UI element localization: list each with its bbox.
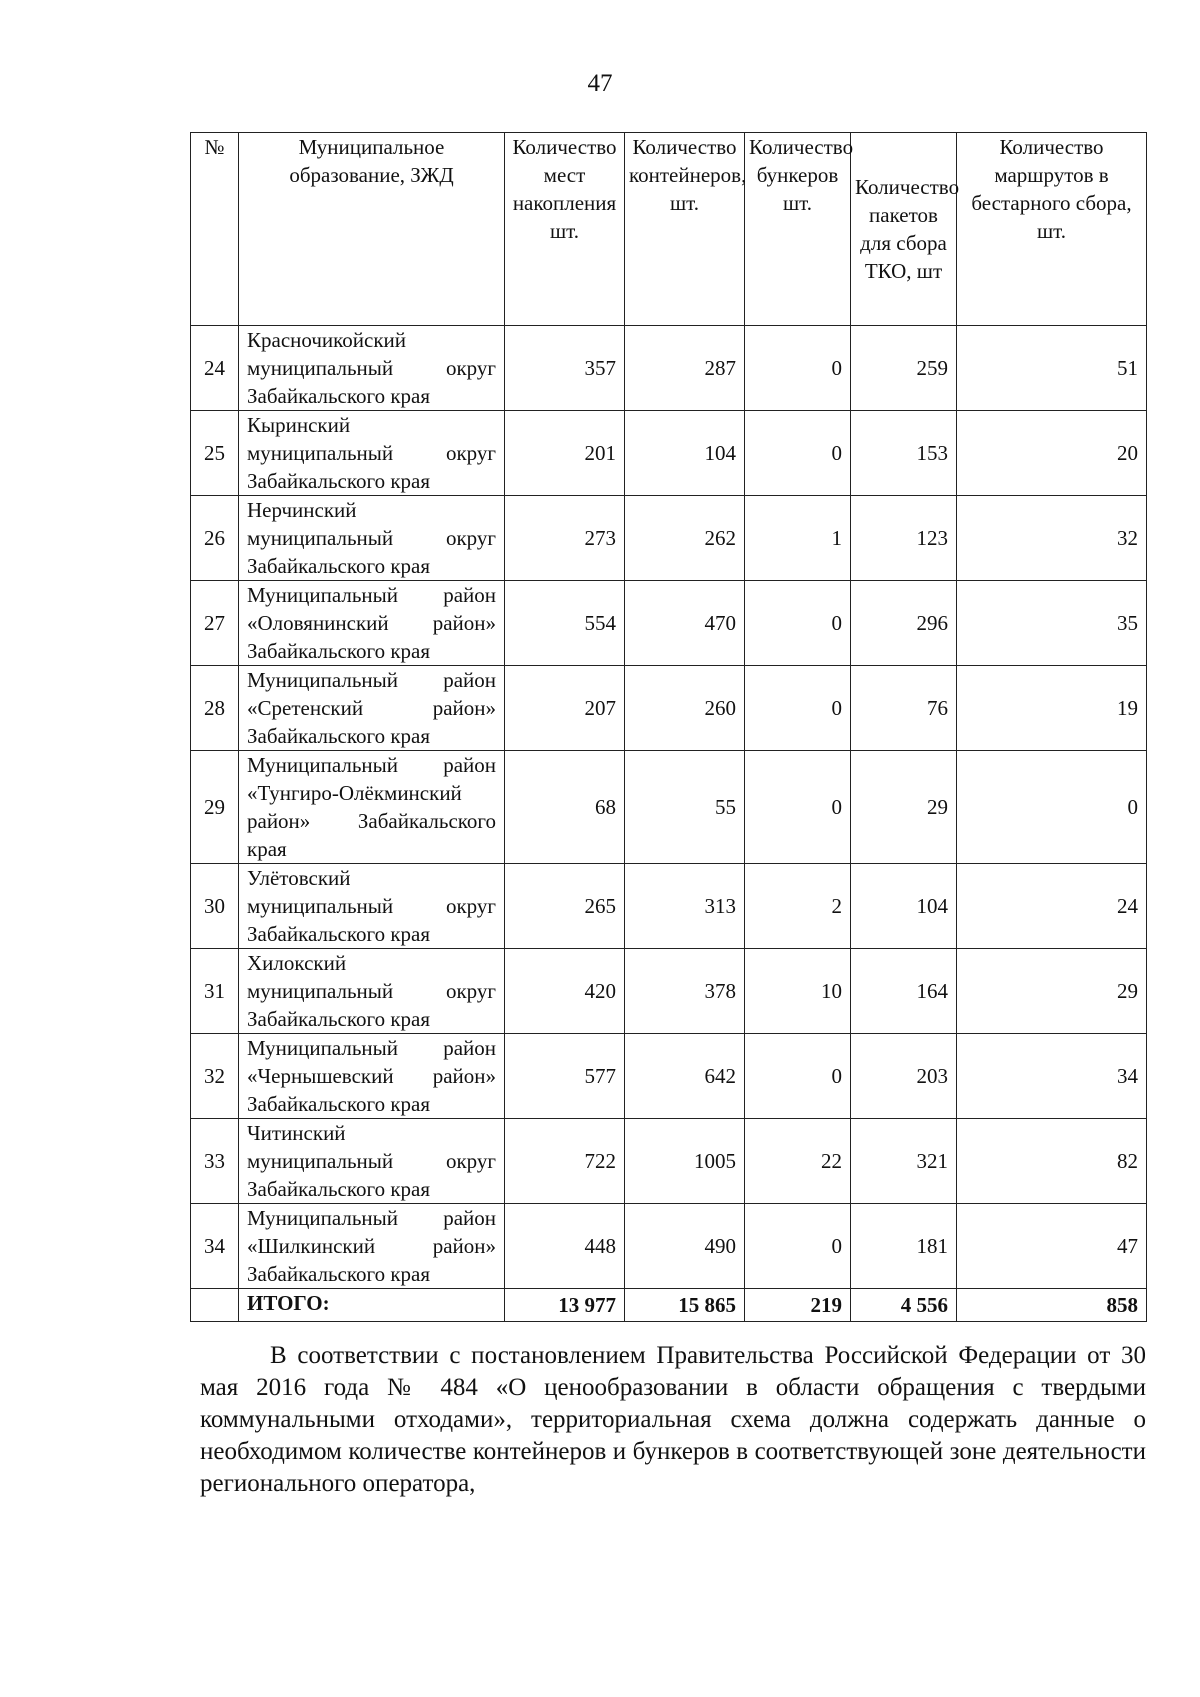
routes-value: 51 [957, 326, 1147, 411]
bunkers-value: 1 [745, 496, 851, 581]
routes-value: 34 [957, 1034, 1147, 1119]
header-municipality: Муниципальное образование, ЗЖД [239, 133, 505, 326]
packets-value: 104 [851, 864, 957, 949]
total-number-cell [191, 1289, 239, 1322]
municipality-name: Муниципальный район «Сретенский район» Забайкальского края [239, 666, 505, 751]
containers-value: 1005 [625, 1119, 745, 1204]
bunkers-value: 0 [745, 326, 851, 411]
sites-value: 722 [505, 1119, 625, 1204]
total-routes: 858 [957, 1289, 1147, 1322]
packets-value: 259 [851, 326, 957, 411]
packets-value: 29 [851, 751, 957, 864]
sites-value: 265 [505, 864, 625, 949]
row-number: 27 [191, 581, 239, 666]
routes-value: 0 [957, 751, 1147, 864]
row-number: 32 [191, 1034, 239, 1119]
table-row [191, 751, 1147, 864]
table-row [191, 326, 1147, 411]
total-containers: 15 865 [625, 1289, 745, 1322]
sites-value: 448 [505, 1204, 625, 1289]
table-header-row [191, 133, 1147, 326]
row-number: 31 [191, 949, 239, 1034]
containers-value: 490 [625, 1204, 745, 1289]
packets-value: 164 [851, 949, 957, 1034]
row-number: 33 [191, 1119, 239, 1204]
routes-value: 29 [957, 949, 1147, 1034]
row-number: 30 [191, 864, 239, 949]
municipality-name: Улётовский муниципальный округ Забайкальского края [239, 864, 505, 949]
sites-value: 207 [505, 666, 625, 751]
row-number: 29 [191, 751, 239, 864]
municipality-name: Кыринский муниципальный округ Забайкальского края [239, 411, 505, 496]
routes-value: 47 [957, 1204, 1147, 1289]
table-row [191, 949, 1147, 1034]
sites-value: 273 [505, 496, 625, 581]
routes-value: 35 [957, 581, 1147, 666]
header-sites: Количество мест накопления шт. [505, 133, 625, 326]
containers-value: 642 [625, 1034, 745, 1119]
sites-value: 68 [505, 751, 625, 864]
containers-value: 55 [625, 751, 745, 864]
row-number: 34 [191, 1204, 239, 1289]
routes-value: 19 [957, 666, 1147, 751]
table-row [191, 666, 1147, 751]
sites-value: 201 [505, 411, 625, 496]
header-routes: Количество маршрутов в бестарного сбора, шт. [957, 133, 1147, 326]
municipality-name: Муниципальный район «Шилкинский район» Забайкальского края [239, 1204, 505, 1289]
table-row [191, 581, 1147, 666]
packets-value: 153 [851, 411, 957, 496]
routes-value: 20 [957, 411, 1147, 496]
municipality-name: Муниципальный район «Оловянинский район» Забайкальского края [239, 581, 505, 666]
municipality-name: Муниципальный район «Тунгиро-Олёкминский район» Забайкальского края [239, 751, 505, 864]
municipality-name: Нерчинский муниципальный округ Забайкальского края [239, 496, 505, 581]
total-row [191, 1289, 1147, 1322]
containers-value: 313 [625, 864, 745, 949]
sites-value: 357 [505, 326, 625, 411]
bunkers-value: 22 [745, 1119, 851, 1204]
total-packets: 4 556 [851, 1289, 957, 1322]
municipality-name: Читинский муниципальный округ Забайкальского края [239, 1119, 505, 1204]
containers-value: 470 [625, 581, 745, 666]
routes-value: 82 [957, 1119, 1147, 1204]
sites-value: 420 [505, 949, 625, 1034]
header-containers: Количество контейнеров, шт. [625, 133, 745, 326]
containers-table [190, 132, 1147, 1322]
table-row [191, 1204, 1147, 1289]
page-number: 47 [587, 70, 613, 97]
containers-value: 104 [625, 411, 745, 496]
row-number: 24 [191, 326, 239, 411]
routes-value: 32 [957, 496, 1147, 581]
table-row [191, 411, 1147, 496]
row-number: 26 [191, 496, 239, 581]
header-no: № [191, 133, 239, 326]
row-number: 28 [191, 666, 239, 751]
municipality-name: Хилокский муниципальный округ Забайкальского края [239, 949, 505, 1034]
total-sites: 13 977 [505, 1289, 625, 1322]
table-row [191, 496, 1147, 581]
bunkers-value: 0 [745, 1034, 851, 1119]
containers-value: 378 [625, 949, 745, 1034]
total-label: ИТОГО: [239, 1289, 505, 1322]
containers-value: 287 [625, 326, 745, 411]
header-packets: Количество пакетов для сбора ТКО, шт [851, 133, 957, 326]
municipality-name: Красночикойский муниципальный округ Забайкальского края [239, 326, 505, 411]
containers-value: 260 [625, 666, 745, 751]
containers-value: 262 [625, 496, 745, 581]
bunkers-value: 10 [745, 949, 851, 1034]
table-row [191, 1119, 1147, 1204]
sites-value: 577 [505, 1034, 625, 1119]
body-paragraph: В соответствии с постановлением Правительства Российской Федерации от 30 мая 2016 года № 484 «О ценообразовании в области обращения с твердыми коммунальными отходами», территориальная схема должна содержать данные о необходимом количестве контейнеров и бункеров в соответствующей зоне деятельности регионального оператора, [200, 1342, 1146, 1497]
bunkers-value: 0 [745, 666, 851, 751]
packets-value: 296 [851, 581, 957, 666]
bunkers-value: 0 [745, 411, 851, 496]
header-bunkers: Количество бункеров шт. [745, 133, 851, 326]
packets-value: 181 [851, 1204, 957, 1289]
table-row [191, 1034, 1147, 1119]
bunkers-value: 2 [745, 864, 851, 949]
packets-value: 123 [851, 496, 957, 581]
bunkers-value: 0 [745, 1204, 851, 1289]
table-row [191, 864, 1147, 949]
packets-value: 76 [851, 666, 957, 751]
routes-value: 24 [957, 864, 1147, 949]
packets-value: 321 [851, 1119, 957, 1204]
packets-value: 203 [851, 1034, 957, 1119]
total-bunkers: 219 [745, 1289, 851, 1322]
row-number: 25 [191, 411, 239, 496]
bunkers-value: 0 [745, 751, 851, 864]
bunkers-value: 0 [745, 581, 851, 666]
municipality-name: Муниципальный район «Чернышевский район» Забайкальского края [239, 1034, 505, 1119]
sites-value: 554 [505, 581, 625, 666]
